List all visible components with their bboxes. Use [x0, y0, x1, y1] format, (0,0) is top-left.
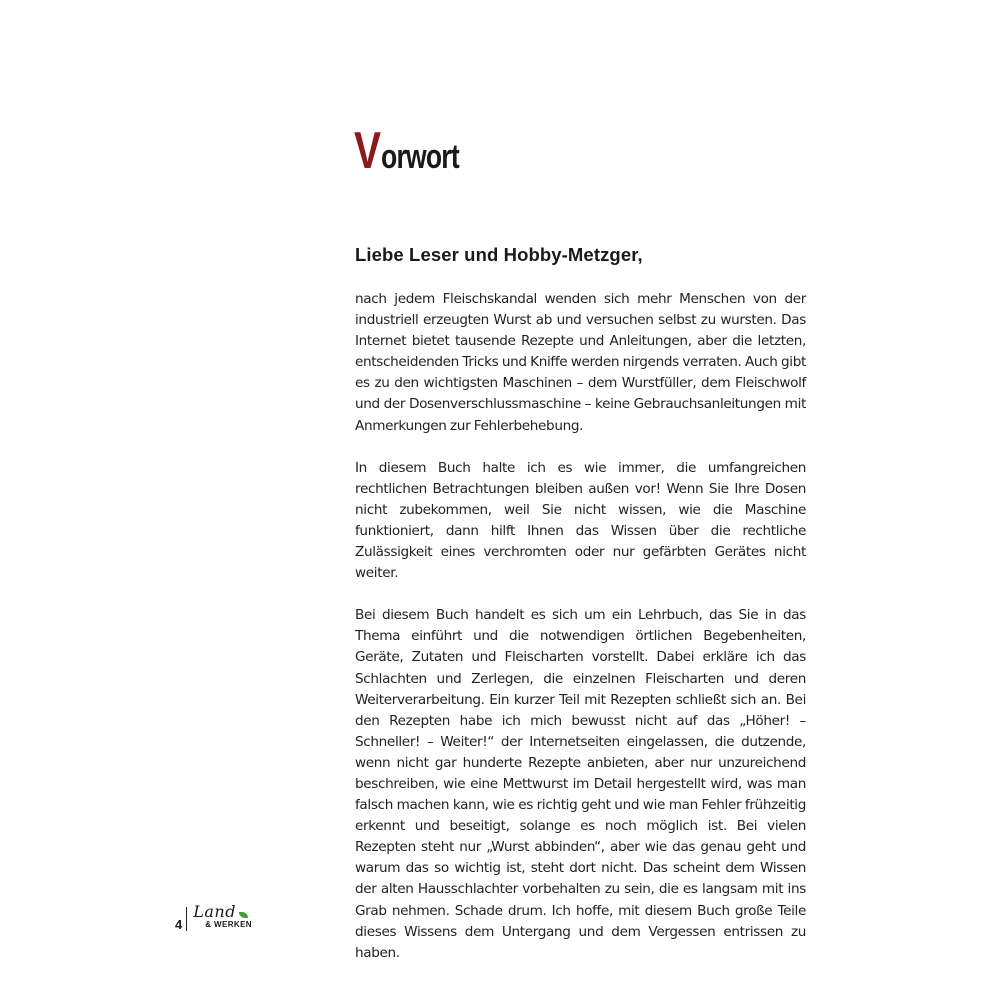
title-rest: orwort	[381, 137, 459, 176]
footer-divider	[186, 907, 187, 931]
title-initial: V	[354, 121, 382, 180]
body-text	[355, 289, 806, 985]
page-number: 4	[175, 916, 183, 932]
leaf-icon	[239, 912, 248, 918]
paragraph: Bei diesem Buch handelt es sich um ein Lehrbuch, das Sie in das Thema einführt und die notwendigen örtlichen Begebenheiten, Geräte, Zutaten und Fleischarten vorstellt. Dabei erkläre ich das Schlachten und Zerlegen, die einzelnen Fleischarten und deren Weiterverarbeitung. Ein kurzer Teil mit Rezepten schließt sich an. Bei den Rezepten habe ich mich bewusst nicht auf das „Höher! – Schneller! – Weiter!“ der Internetseiten eingelassen, die dutzende, wenn nicht gar hunderte Rezepte anbieten, aber nur unzureichend beschreiben, wie eine Mettwurst im Detail hergestellt wird, was man falsch machen kann, wie es richtig geht und wie man Fehler frühzeitig erkennt und beseitigt, solange es noch möglich ist. Bei vielen Rezepten steht nur „Wurst abbinden“, aber wie das genau geht und warum das so wichtig ist, steht dort nicht. Das scheint dem Wissen der alten Hausschlachter vorbehalten zu sein, die es langsam mit ins Grab nehmen. Schade drum. Ich hoffe, mit diesem Buch große Teile dieses Wissens dem Untergang und dem Vergessen entrissen zu haben.	[355, 607, 806, 961]
publisher-logo	[191, 902, 271, 932]
page-footer	[175, 902, 271, 932]
page-title	[354, 121, 459, 180]
logo-wordmark: Land	[193, 902, 236, 921]
paragraph: In diesem Buch halte ich es wie immer, die umfangreichen rechtlichen Betrachtungen bleiben außen vor! Wenn Sie Ihre Dosen nicht zubekommen, weil Sie nicht wissen, wie die Maschine funktioniert, dann hilft Ihnen das Wissen über die rechtliche Zulässigkeit eines verchromten oder nur gefärbten Gerätes nicht weiter.	[355, 459, 806, 582]
paragraph: nach jedem Fleischskandal wenden sich mehr Menschen von der industriell erzeugten Wurst ab und versuchen selbst zu wursten. Das Internet bietet tausende Rezepte und Anleitungen, aber die letzten, entscheidenden Tricks und Kniffe werden nirgends verraten. Auch gibt es zu den wichtigsten Maschinen – dem Wurstfüller, dem Fleischwolf und der Dosenverschlussmaschine – keine Gebrauchsanleitungen mit Anmerkungen zur Fehlerbehebung.	[355, 291, 806, 434]
salutation-heading: Liebe Leser und Hobby-Metzger,	[355, 244, 643, 265]
logo-subtitle: & WERKEN	[205, 920, 252, 929]
